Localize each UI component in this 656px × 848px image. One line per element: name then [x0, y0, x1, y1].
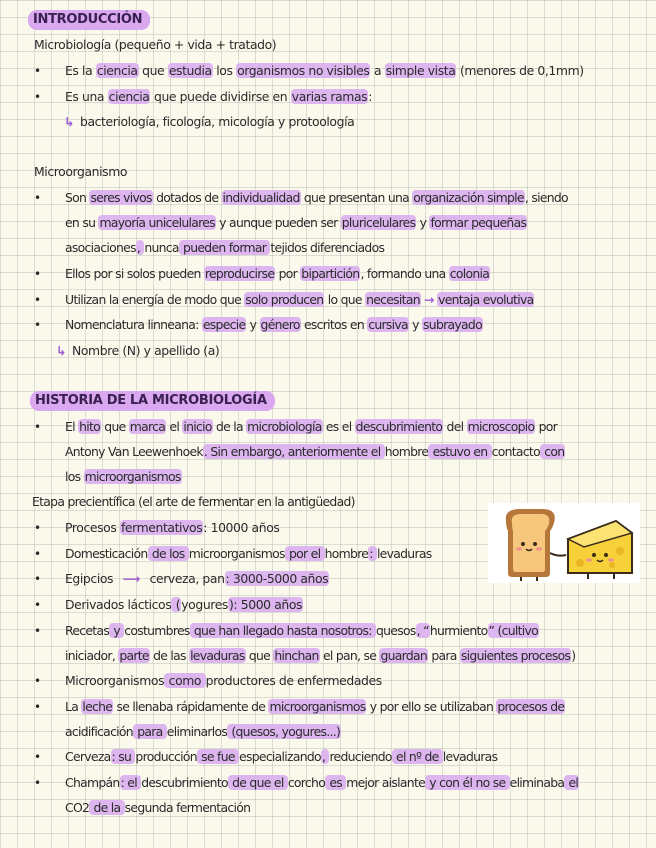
return-arrow-icon: ↳ [56, 343, 66, 358]
plain-text: Antony Van Leewenhoek [65, 444, 203, 459]
text-line [65, 724, 341, 740]
highlighted-text: microorganismos [84, 469, 181, 484]
highlighted-text: necesitan [366, 292, 420, 307]
highlighted-text: de la [90, 800, 124, 815]
highlighted-text: , [136, 240, 144, 255]
plain-text: que [101, 419, 129, 434]
plain-text: CO2 [65, 800, 90, 815]
plain-text: escritos en [300, 317, 368, 332]
right-arrow-icon: → [424, 292, 434, 307]
highlighted-text: ” (cultivo [488, 623, 539, 638]
subsection-title: Microorganismo [34, 164, 128, 179]
plain-text: descubrimiento [141, 775, 228, 790]
highlighted-text: ): 5000 años [228, 597, 303, 612]
plain-text: reduciendo [329, 749, 392, 764]
plain-text: iniciador, [65, 648, 119, 663]
text-line [65, 699, 565, 715]
plain-text: Domesticación [65, 546, 148, 561]
toast-and-cheese-sticker [488, 503, 640, 583]
plain-text: Utilizan la energía de modo que [65, 292, 245, 307]
highlighted-text: el nº de [392, 749, 442, 764]
highlighted-text: , [321, 749, 329, 764]
text-part [150, 571, 330, 586]
highlighted-text: por el [285, 546, 324, 561]
plain-text: acidificación [65, 724, 133, 739]
plain-text: el pan, se [319, 648, 380, 663]
highlighted-text: ( [172, 597, 181, 612]
text-line [65, 317, 483, 333]
sub-item-text: bacteriología, ficología, micología y protoología [79, 114, 355, 129]
plain-text: los [212, 63, 237, 78]
return-arrow-icon: ↳ [64, 114, 74, 129]
definition-line: Microbiología (pequeño + vida + tratado) [34, 37, 277, 52]
bullet: • [34, 420, 42, 434]
text-part [437, 292, 534, 307]
plain-text: Ellos por si solos pueden [65, 266, 204, 281]
highlighted-text: de los [148, 546, 188, 561]
plain-text: Es la [65, 63, 96, 78]
highlighted-text: leche [82, 699, 113, 714]
highlighted-text: solo producen [245, 292, 324, 307]
highlighted-text: individualidad [222, 190, 300, 205]
plain-text: que [245, 648, 274, 663]
highlighted-text: especie [202, 317, 246, 332]
plain-text: microorganismos [188, 546, 285, 561]
text-part: Egipcios [65, 571, 114, 586]
plain-text: Cerveza [65, 749, 111, 764]
plain-text: para [428, 648, 460, 663]
subsection-title: Etapa precientífica (el arte de fermentar en la antigüedad) [32, 494, 355, 509]
highlighted-text: de que el [228, 775, 287, 790]
bullet: • [34, 293, 42, 307]
highlighted-text: el [565, 775, 579, 790]
plain-text: (menores de 0,1mm) [456, 63, 584, 78]
plain-text: Derivados lácticos [65, 597, 172, 612]
highlighted-text: microorganismos [269, 699, 366, 714]
plain-text: tejidos diferenciados [270, 240, 385, 255]
plain-text: y [246, 317, 260, 332]
bullet: • [34, 776, 42, 790]
plain-text: mejor aislante [346, 775, 426, 790]
highlighted-text: hito [79, 419, 101, 434]
plain-text: producción [135, 749, 197, 764]
plain-text: corcho [287, 775, 326, 790]
highlighted-text: procesos de [497, 699, 565, 714]
text-line [65, 673, 382, 689]
plain-text: eliminaba [509, 775, 565, 790]
plain-text: , formando una [360, 266, 449, 281]
plain-text: Procesos [65, 520, 120, 535]
highlighted-text: ventaja evolutiva [438, 292, 534, 307]
plain-text: nunca [144, 240, 179, 255]
plain-text: los [65, 469, 84, 484]
highlighted-text: cursiva [368, 317, 408, 332]
plain-text: cerveza, pan [149, 571, 225, 586]
plain-text: asociaciones [65, 240, 136, 255]
plain-text: y [416, 215, 430, 230]
highlighted-text: simple vista [385, 63, 456, 78]
plain-text: : 10000 años [203, 520, 280, 535]
highlighted-text: : [369, 546, 376, 561]
highlighted-text: pluricelulares [341, 215, 416, 230]
toast-crumb [512, 514, 550, 572]
highlighted-text: y con él no se [426, 775, 509, 790]
text-line [65, 63, 584, 79]
highlighted-text: : 3000-5000 años [225, 571, 329, 586]
plain-text: de la [212, 419, 247, 434]
sub-item-line [56, 343, 219, 359]
highlighted-text: parte [119, 648, 149, 663]
highlighted-text: colonia [449, 266, 490, 281]
text-line [65, 520, 279, 536]
highlighted-text: organización simple [413, 190, 524, 205]
plain-text: Recetas [65, 623, 110, 638]
text-line [65, 749, 497, 765]
plain-text: y por ello se utilizaban [366, 699, 497, 714]
bullet: • [34, 318, 42, 332]
text-line [65, 444, 565, 460]
plain-text: Es una [65, 89, 108, 104]
plain-text: quesos [375, 623, 416, 638]
text-part [65, 292, 421, 307]
highlighted-text: microbiología [247, 419, 322, 434]
bullet: • [34, 700, 42, 714]
plain-text: dotados de [152, 190, 222, 205]
sticker-illustration [488, 503, 640, 583]
plain-text: especializando [239, 749, 321, 764]
highlighted-text: seres vivos [90, 190, 152, 205]
plain-text: Son [65, 190, 90, 205]
right-arrow-icon: ⟶ [122, 571, 141, 586]
text-line [65, 800, 250, 816]
plain-text: por [275, 266, 301, 281]
bullet: • [34, 267, 42, 281]
bullet: • [34, 750, 42, 764]
plain-text: eliminarlos [166, 724, 228, 739]
text-line [65, 292, 534, 308]
highlighted-text: (quesos, yogures...) [228, 724, 341, 739]
highlighted-text: ciencia [96, 63, 138, 78]
text-line [65, 419, 557, 435]
plain-text: El [65, 419, 79, 434]
plain-text: del [443, 419, 467, 434]
highlighted-text: reproducirse [204, 266, 275, 281]
plain-text: Champán [65, 775, 120, 790]
bullet: • [34, 64, 42, 78]
text-line [65, 775, 579, 791]
text-line [65, 597, 303, 613]
highlighted-text: subrayado [423, 317, 482, 332]
highlighted-text: bipartición [301, 266, 360, 281]
text-line [65, 623, 539, 639]
plain-text: costumbres [124, 623, 190, 638]
highlighted-text: inicio [183, 419, 212, 434]
text-line [65, 89, 372, 105]
highlighted-text: levaduras [190, 648, 245, 663]
plain-text: La [65, 699, 82, 714]
plain-text: hurmiento [429, 623, 488, 638]
sub-item-text: Nombre (N) y apellido (a) [71, 343, 220, 358]
highlighted-text: . Sin embargo, anteriormente el [203, 444, 384, 459]
plain-text: el [166, 419, 183, 434]
text-line [65, 240, 384, 256]
plain-text: Microorganismos [65, 673, 165, 688]
sub-item-line [64, 114, 354, 130]
text-line [65, 266, 490, 282]
highlighted-text: mayoría unicelulares [99, 215, 215, 230]
plain-text: , siendo [524, 190, 568, 205]
plain-text: contacto [491, 444, 540, 459]
bullet: • [34, 674, 42, 688]
highlighted-text: como [165, 673, 205, 688]
plain-text: ) [571, 648, 576, 663]
highlighted-text: para [133, 724, 166, 739]
plain-text: : [368, 89, 373, 104]
text-line [65, 190, 568, 206]
plain-text: productores de enfermedades [205, 673, 382, 688]
text-line [65, 215, 527, 231]
plain-text: levaduras [442, 749, 498, 764]
highlighted-text: estudia [168, 63, 212, 78]
highlighted-text: con [540, 444, 565, 459]
highlighted-text: ciencia [108, 89, 150, 104]
highlighted-text: formar pequeñas [430, 215, 527, 230]
plain-text: en su [65, 215, 99, 230]
highlighted-text: siguientes procesos [460, 648, 571, 663]
highlighted-text: : el [120, 775, 141, 790]
bullet: • [34, 191, 42, 205]
plain-text: que puede dividirse en [150, 89, 291, 104]
text-line [65, 546, 432, 562]
plain-text: que [138, 63, 168, 78]
highlighted-text: : su [111, 749, 135, 764]
highlighted-text: se fue [197, 749, 239, 764]
text-line [65, 571, 329, 587]
plain-text: a [370, 63, 385, 78]
plain-text: de las [149, 648, 190, 663]
highlighted-text: género [260, 317, 300, 332]
bullet: • [34, 598, 42, 612]
plain-text: Nomenclatura linneana: [65, 317, 202, 332]
plain-text: yogures [181, 597, 228, 612]
bullet: • [34, 547, 42, 561]
plain-text: hombre [324, 546, 369, 561]
plain-text: segunda fermentación [124, 800, 251, 815]
plain-text: por [535, 419, 558, 434]
highlighted-text: hinchan [274, 648, 319, 663]
section-heading-introduccion: INTRODUCCIÓN [28, 10, 150, 30]
text-line [65, 648, 575, 664]
plain-text: lo que [324, 292, 366, 307]
highlighted-text: , “ [416, 623, 429, 638]
highlighted-text: guardan [380, 648, 428, 663]
highlighted-text: varias ramas [291, 89, 368, 104]
plain-text: levaduras [376, 546, 432, 561]
highlighted-text: microscopio [467, 419, 535, 434]
highlighted-text: que han llegado hasta nosotros: [190, 623, 375, 638]
bullet: • [34, 572, 42, 586]
highlighted-text: y [110, 623, 124, 638]
highlighted-text: estuvo en [429, 444, 491, 459]
highlighted-text: pueden formar [179, 240, 270, 255]
plain-text: es el [322, 419, 355, 434]
section-heading-historia: HISTORIA DE LA MICROBIOLOGÍA [30, 391, 275, 411]
highlighted-text: es [326, 775, 346, 790]
highlighted-text: descubrimiento [355, 419, 443, 434]
plain-text: que presentan una [300, 190, 413, 205]
highlighted-text: fermentativos [120, 520, 203, 535]
plain-text: hombre [384, 444, 429, 459]
highlighted-text: organismos no visibles [237, 63, 370, 78]
highlighted-text: marca [129, 419, 166, 434]
bullet: • [34, 90, 42, 104]
bullet: • [34, 521, 42, 535]
plain-text: se llenaba rápidamente de [113, 699, 269, 714]
text-line [65, 469, 182, 485]
plain-text: y [408, 317, 423, 332]
bullet: • [34, 624, 42, 638]
plain-text: y aunque pueden ser [215, 215, 341, 230]
